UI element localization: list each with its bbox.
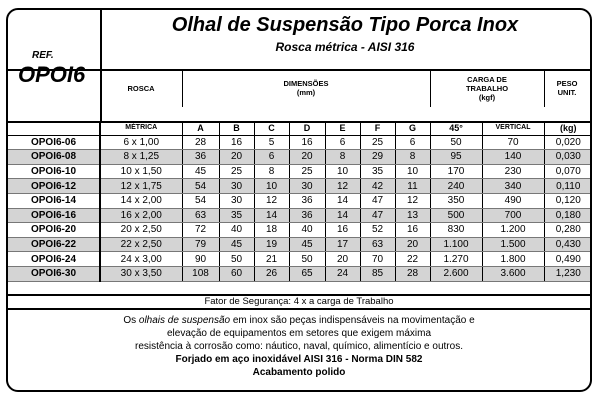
cell-rosca: 10 x 1,50: [100, 164, 182, 179]
table-row: [8, 223, 592, 238]
desc-line-1: [8, 314, 590, 327]
ref-code: OPOI6: [18, 62, 86, 87]
cell-dim-d: 25: [289, 164, 325, 179]
cell-dim-a: 90: [182, 252, 219, 267]
cell-dim-a: 63: [182, 208, 219, 223]
table-row: [8, 193, 592, 208]
cell-dim-a: 28: [182, 135, 219, 150]
cell-dim-b: 16: [219, 135, 254, 150]
cell-peso: 0,180: [544, 208, 592, 223]
cell-peso: 0,490: [544, 252, 592, 267]
cell-dim-c: 6: [254, 150, 289, 165]
cell-dim-a: 72: [182, 223, 219, 238]
cell-dim-f: 42: [360, 179, 395, 194]
subheader-row: [8, 121, 592, 135]
cell-ref: OPOI6-20: [8, 223, 100, 238]
cell-dim-e: 10: [325, 164, 360, 179]
cell-dim-c: 14: [254, 208, 289, 223]
header-carga-unit: (kgf): [478, 92, 496, 102]
table-row: [8, 150, 592, 165]
cell-ref: OPOI6-16: [8, 208, 100, 223]
desc-italic: olhais de suspensão: [138, 315, 231, 326]
cell-carga-45: 1.100: [430, 237, 482, 252]
cell-dim-g: 12: [395, 193, 430, 208]
cell-ref: OPOI6-10: [8, 164, 100, 179]
cell-peso: 0,030: [544, 150, 592, 165]
desc-line-2: elevação de equipamentos em setores que exigem máxima: [166, 328, 432, 339]
cell-dim-g: 10: [395, 164, 430, 179]
ref-cell: [8, 10, 102, 87]
cell-dim-d: 45: [289, 237, 325, 252]
cell-dim-e: 14: [325, 208, 360, 223]
cell-dim-d: 30: [289, 179, 325, 194]
cell-carga-vertical: 1.200: [482, 223, 544, 238]
cell-dim-a: 45: [182, 164, 219, 179]
desc-line-3: resistência à corrosão como: náutico, naval, químico, alimentício e outros.: [135, 341, 463, 352]
cell-dim-f: 35: [360, 164, 395, 179]
cell-dim-c: 26: [254, 266, 289, 281]
cell-carga-45: 500: [430, 208, 482, 223]
cell-dim-f: 85: [360, 266, 395, 281]
cell-peso: 0,280: [544, 223, 592, 238]
cell-carga-vertical: 140: [482, 150, 544, 165]
cell-dim-g: 13: [395, 208, 430, 223]
cell-ref: OPOI6-06: [8, 135, 100, 150]
cell-dim-g: 28: [395, 266, 430, 281]
cell-dim-e: 12: [325, 179, 360, 194]
cell-dim-f: 63: [360, 237, 395, 252]
cell-carga-vertical: 1.800: [482, 252, 544, 267]
cell-dim-g: 6: [395, 135, 430, 150]
cell-carga-45: 240: [430, 179, 482, 194]
header-dimensoes-label: DIMENSÕES: [283, 79, 329, 88]
cell-carga-45: 1.270: [430, 252, 482, 267]
cell-rosca: 12 x 1,75: [100, 179, 182, 194]
desc-line-4: Forjado em aço inoxidável AISI 316 - Norma DIN 582: [175, 354, 423, 365]
desc-prefix: Os: [123, 315, 139, 326]
cell-rosca: 20 x 2,50: [100, 223, 182, 238]
cell-dim-e: 8: [325, 150, 360, 165]
cell-dim-a: 54: [182, 193, 219, 208]
cell-dim-b: 20: [219, 150, 254, 165]
spec-table-body: [8, 121, 592, 281]
cell-ref: OPOI6-14: [8, 193, 100, 208]
cell-dim-c: 21: [254, 252, 289, 267]
cell-carga-vertical: 490: [482, 193, 544, 208]
cell-ref: OPOI6-08: [8, 150, 100, 165]
cell-dim-b: 35: [219, 208, 254, 223]
cell-dim-g: 20: [395, 237, 430, 252]
cell-dim-b: 25: [219, 164, 254, 179]
cell-dim-a: 36: [182, 150, 219, 165]
table-row: [8, 266, 592, 281]
cell-dim-b: 50: [219, 252, 254, 267]
cell-peso: 0,110: [544, 179, 592, 194]
cell-dim-b: 30: [219, 193, 254, 208]
cell-dim-f: 25: [360, 135, 395, 150]
cell-dim-d: 16: [289, 135, 325, 150]
cell-dim-f: 29: [360, 150, 395, 165]
table-row: [8, 252, 592, 267]
table-row: [8, 208, 592, 223]
cell-ref: OPOI6-22: [8, 237, 100, 252]
cell-dim-f: 47: [360, 208, 395, 223]
subheader-f: F: [360, 121, 395, 135]
cell-peso: 0,430: [544, 237, 592, 252]
cell-carga-vertical: 70: [482, 135, 544, 150]
cell-dim-e: 20: [325, 252, 360, 267]
table-row: [8, 164, 592, 179]
subheader-metrica: MÉTRICA: [100, 121, 182, 135]
subheader-ref: [8, 121, 100, 135]
cell-dim-c: 10: [254, 179, 289, 194]
cell-dim-d: 40: [289, 223, 325, 238]
header-rosca: ROSCA: [100, 69, 183, 107]
cell-dim-e: 6: [325, 135, 360, 150]
cell-dim-c: 12: [254, 193, 289, 208]
cell-dim-d: 36: [289, 193, 325, 208]
cell-ref: OPOI6-30: [8, 266, 100, 281]
cell-dim-f: 70: [360, 252, 395, 267]
header-dimensoes: [182, 69, 431, 107]
cell-peso: 1,230: [544, 266, 592, 281]
header-dimensoes-unit: (mm): [296, 88, 316, 97]
cell-dim-e: 16: [325, 223, 360, 238]
cell-carga-45: 830: [430, 223, 482, 238]
header-peso: [544, 69, 590, 107]
subheader-c: C: [254, 121, 289, 135]
product-description: [8, 314, 590, 379]
desc-line1-rest: em inox são peças indispensáveis na movimentação e: [230, 315, 475, 326]
cell-dim-e: 14: [325, 193, 360, 208]
cell-rosca: 30 x 3,50: [100, 266, 182, 281]
cell-carga-vertical: 3.600: [482, 266, 544, 281]
cell-dim-d: 20: [289, 150, 325, 165]
safety-factor-note: Fator de Segurança: 4 x a carga de Trabalho: [8, 294, 590, 310]
subheader-e: E: [325, 121, 360, 135]
cell-dim-g: 8: [395, 150, 430, 165]
cell-carga-45: 350: [430, 193, 482, 208]
cell-dim-c: 19: [254, 237, 289, 252]
subheader-vertical: VERTICAL: [482, 121, 544, 135]
cell-dim-d: 50: [289, 252, 325, 267]
product-title: Olhal de Suspensão Tipo Porca Inox: [171, 14, 519, 36]
table-row: [8, 135, 592, 150]
cell-dim-g: 16: [395, 223, 430, 238]
cell-peso: 0,070: [544, 164, 592, 179]
subheader-45: 45°: [430, 121, 482, 135]
cell-rosca: 6 x 1,00: [100, 135, 182, 150]
subheader-b: B: [219, 121, 254, 135]
table-row: [8, 237, 592, 252]
cell-rosca: 8 x 1,25: [100, 150, 182, 165]
subheader-kg: (kg): [544, 121, 592, 135]
ref-label: REF.: [32, 50, 54, 61]
cell-carga-vertical: 230: [482, 164, 544, 179]
cell-dim-g: 11: [395, 179, 430, 194]
cell-dim-g: 22: [395, 252, 430, 267]
subheader-a: A: [182, 121, 219, 135]
cell-ref: OPOI6-12: [8, 179, 100, 194]
subheader-g: G: [395, 121, 430, 135]
cell-dim-f: 52: [360, 223, 395, 238]
cell-rosca: 14 x 2,00: [100, 193, 182, 208]
cell-dim-c: 5: [254, 135, 289, 150]
product-subtitle: Rosca métrica - AISI 316: [275, 40, 415, 54]
cell-carga-45: 2.600: [430, 266, 482, 281]
cell-dim-a: 54: [182, 179, 219, 194]
subheader-d: D: [289, 121, 325, 135]
cell-peso: 0,020: [544, 135, 592, 150]
header-peso-label: PESO UNIT.: [556, 79, 578, 97]
cell-carga-45: 50: [430, 135, 482, 150]
table-row: [8, 179, 592, 194]
cell-dim-b: 45: [219, 237, 254, 252]
cell-dim-b: 60: [219, 266, 254, 281]
cell-carga-vertical: 1.500: [482, 237, 544, 252]
cell-peso: 0,120: [544, 193, 592, 208]
cell-carga-45: 95: [430, 150, 482, 165]
cell-rosca: 24 x 3,00: [100, 252, 182, 267]
column-header-row: [100, 69, 590, 123]
ref-header-spacer: [8, 69, 102, 123]
cell-dim-e: 24: [325, 266, 360, 281]
product-spec-card: [6, 8, 592, 392]
cell-rosca: 22 x 2,50: [100, 237, 182, 252]
cell-dim-e: 17: [325, 237, 360, 252]
cell-ref: OPOI6-24: [8, 252, 100, 267]
header-carga: [430, 69, 545, 107]
cell-dim-d: 65: [289, 266, 325, 281]
cell-dim-a: 79: [182, 237, 219, 252]
spec-table: [8, 121, 592, 282]
cell-dim-b: 40: [219, 223, 254, 238]
cell-dim-a: 108: [182, 266, 219, 281]
cell-dim-c: 8: [254, 164, 289, 179]
cell-dim-b: 30: [219, 179, 254, 194]
cell-carga-45: 170: [430, 164, 482, 179]
cell-dim-d: 36: [289, 208, 325, 223]
cell-rosca: 16 x 2,00: [100, 208, 182, 223]
cell-dim-c: 18: [254, 223, 289, 238]
header-carga-label: CARGA DE TRABALHO: [465, 74, 509, 93]
cell-dim-f: 47: [360, 193, 395, 208]
cell-carga-vertical: 340: [482, 179, 544, 194]
cell-carga-vertical: 700: [482, 208, 544, 223]
desc-line-5: Acabamento polido: [252, 367, 346, 378]
